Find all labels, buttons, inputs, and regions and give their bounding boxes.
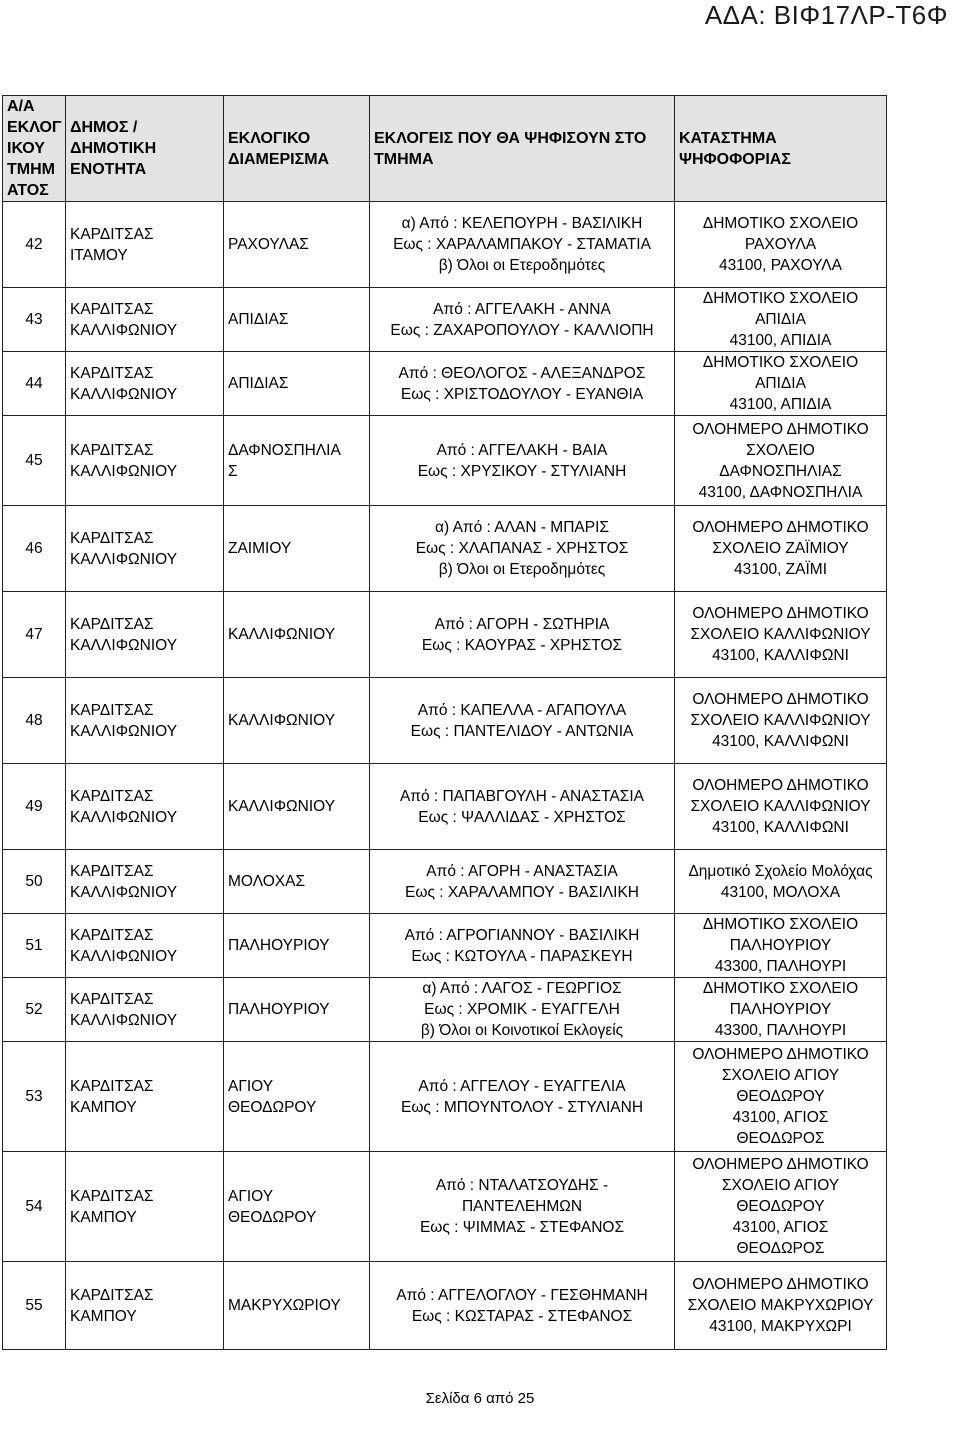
header-municipality: ΔΗΜΟΣ / ΔΗΜΟΤΙΚΗ ΕΝΟΤΗΤΑ xyxy=(66,96,224,202)
polling-place-cell: ΟΛΟΗΜΕΡΟ ΔΗΜΟΤΙΚΟ ΣΧΟΛΕΙΟ ΚΑΛΛΙΦΩΝΙΟΥ 43100, ΚΑΛΛΙΦΩΝΙ xyxy=(675,678,887,764)
municipality-cell: ΚΑΡΔΙΤΣΑΣ ΚΑΛΛΙΦΩΝΙΟΥ xyxy=(66,914,224,978)
voters-cell: Από : ΑΓΓΕΛΑΚΗ - ΑΝΝΑ Εως : ΖΑΧΑΡΟΠΟΥΛΟΥ - ΚΑΛΛΙΟΠΗ xyxy=(370,288,675,352)
polling-place-cell: ΟΛΟΗΜΕΡΟ ΔΗΜΟΤΙΚΟ ΣΧΟΛΕΙΟ ΖΑΪΜΙΟΥ 43100, ΖΑΪΜΙ xyxy=(675,506,887,592)
header-district: ΕΚΛΟΓΙΚΟ ΔΙΑΜΕΡΙΣΜΑ xyxy=(224,96,370,202)
voters-cell: Από : ΑΓΓΕΛΑΚΗ - ΒΑΙΑ Εως : ΧΡΥΣΙΚΟΥ - ΣΤΥΛΙΑΝΗ xyxy=(370,416,675,506)
district-cell: ΜΑΚΡΥΧΩΡΙΟΥ xyxy=(224,1262,370,1350)
row-number: 48 xyxy=(3,678,66,764)
district-cell: ΠΑΛΗΟΥΡΙΟΥ xyxy=(224,978,370,1042)
municipality-cell: ΚΑΡΔΙΤΣΑΣ ΚΑΜΠΟΥ xyxy=(66,1152,224,1262)
voters-cell: Από : ΑΓΡΟΓΙΑΝΝΟΥ - ΒΑΣΙΛΙΚΗ Εως : ΚΩΤΟΥΛΑ - ΠΑΡΑΣΚΕΥΗ xyxy=(370,914,675,978)
header-aa: Α/Α ΕΚΛΟΓ ΙΚΟΥ ΤΜΗΜ ΑΤΟΣ xyxy=(3,96,66,202)
document-id: ΑΔΑ: ΒΙΦ17ΛΡ-Τ6Φ xyxy=(704,0,948,30)
row-number: 44 xyxy=(3,352,66,416)
row-number: 45 xyxy=(3,416,66,506)
district-cell: ΡΑΧΟΥΛΑΣ xyxy=(224,202,370,288)
municipality-cell: ΚΑΡΔΙΤΣΑΣ ΚΑΛΛΙΦΩΝΙΟΥ xyxy=(66,850,224,914)
municipality-cell: ΚΑΡΔΙΤΣΑΣ ΚΑΛΛΙΦΩΝΙΟΥ xyxy=(66,978,224,1042)
row-number: 52 xyxy=(3,978,66,1042)
district-cell: ΚΑΛΛΙΦΩΝΙΟΥ xyxy=(224,678,370,764)
row-number: 49 xyxy=(3,764,66,850)
municipality-cell: ΚΑΡΔΙΤΣΑΣ ΚΑΛΛΙΦΩΝΙΟΥ xyxy=(66,764,224,850)
polling-place-cell: ΔΗΜΟΤΙΚΟ ΣΧΟΛΕΙΟ ΠΑΛΗΟΥΡΙΟΥ 43300, ΠΑΛΗΟΥΡΙ xyxy=(675,978,887,1042)
district-cell: ΑΓΙΟΥ ΘΕΟΔΩΡΟΥ xyxy=(224,1042,370,1152)
municipality-cell: ΚΑΡΔΙΤΣΑΣ ΚΑΛΛΙΦΩΝΙΟΥ xyxy=(66,678,224,764)
table-row xyxy=(3,678,887,764)
page-number: Σελίδα 6 από 25 xyxy=(425,1390,535,1407)
table-row xyxy=(3,592,887,678)
voters-cell: Από : ΘΕΟΛΟΓΟΣ - ΑΛΕΞΑΝΔΡΟΣ Εως : ΧΡΙΣΤΟΔΟΥΛΟΥ - ΕΥΑΝΘΙΑ xyxy=(370,352,675,416)
polling-place-cell: Δημοτικό Σχολείο Μολόχας 43100, ΜΟΛΟΧΑ xyxy=(675,850,887,914)
table-row xyxy=(3,506,887,592)
table-header-row xyxy=(3,96,887,202)
district-cell: ΜΟΛΟΧΑΣ xyxy=(224,850,370,914)
table-row xyxy=(3,1042,887,1152)
row-number: 42 xyxy=(3,202,66,288)
municipality-cell: ΚΑΡΔΙΤΣΑΣ ΚΑΛΛΙΦΩΝΙΟΥ xyxy=(66,416,224,506)
district-cell: ΖΑΙΜΙΟΥ xyxy=(224,506,370,592)
row-number: 43 xyxy=(3,288,66,352)
row-number: 47 xyxy=(3,592,66,678)
table-row xyxy=(3,352,887,416)
polling-place-cell: ΟΛΟΗΜΕΡΟ ΔΗΜΟΤΙΚΟ ΣΧΟΛΕΙΟ ΔΑΦΝΟΣΠΗΛΙΑΣ 43100, ΔΑΦΝΟΣΠΗΛΙΑ xyxy=(675,416,887,506)
polling-place-cell: ΟΛΟΗΜΕΡΟ ΔΗΜΟΤΙΚΟ ΣΧΟΛΕΙΟ ΑΓΙΟΥ ΘΕΟΔΩΡΟΥ 43100, ΑΓΙΟΣ ΘΕΟΔΩΡΟΣ xyxy=(675,1152,887,1262)
polling-place-cell: ΔΗΜΟΤΙΚΟ ΣΧΟΛΕΙΟ ΠΑΛΗΟΥΡΙΟΥ 43300, ΠΑΛΗΟΥΡΙ xyxy=(675,914,887,978)
polling-place-cell: ΔΗΜΟΤΙΚΟ ΣΧΟΛΕΙΟ ΡΑΧΟΥΛΑ 43100, ΡΑΧΟΥΛΑ xyxy=(675,202,887,288)
voters-cell: Από : ΑΓΟΡΗ - ΣΩΤΗΡΙΑ Εως : ΚΑΟΥΡΑΣ - ΧΡΗΣΤΟΣ xyxy=(370,592,675,678)
header-voters: ΕΚΛΟΓΕΙΣ ΠΟΥ ΘΑ ΨΗΦΙΣΟΥΝ ΣΤΟ ΤΜΗΜΑ xyxy=(370,96,675,202)
district-cell: ΑΠΙΔΙΑΣ xyxy=(224,352,370,416)
table-row xyxy=(3,1262,887,1350)
polling-place-cell: ΔΗΜΟΤΙΚΟ ΣΧΟΛΕΙΟ ΑΠΙΔΙΑ 43100, ΑΠΙΔΙΑ xyxy=(675,288,887,352)
table-row xyxy=(3,914,887,978)
table-row xyxy=(3,764,887,850)
polling-stations-table xyxy=(2,95,887,1350)
voters-cell: α) Από : ΚΕΛΕΠΟΥΡΗ - ΒΑΣΙΛΙΚΗ Εως : ΧΑΡΑΛΑΜΠΑΚΟΥ - ΣΤΑΜΑΤΙΑ β) Όλοι οι Ετεροδημότες xyxy=(370,202,675,288)
polling-place-cell: ΟΛΟΗΜΕΡΟ ΔΗΜΟΤΙΚΟ ΣΧΟΛΕΙΟ ΚΑΛΛΙΦΩΝΙΟΥ 43100, ΚΑΛΛΙΦΩΝΙ xyxy=(675,592,887,678)
table-row xyxy=(3,288,887,352)
row-number: 55 xyxy=(3,1262,66,1350)
municipality-cell: ΚΑΡΔΙΤΣΑΣ ΚΑΜΠΟΥ xyxy=(66,1042,224,1152)
district-cell: ΚΑΛΛΙΦΩΝΙΟΥ xyxy=(224,592,370,678)
polling-place-cell: ΟΛΟΗΜΕΡΟ ΔΗΜΟΤΙΚΟ ΣΧΟΛΕΙΟ ΑΓΙΟΥ ΘΕΟΔΩΡΟΥ 43100, ΑΓΙΟΣ ΘΕΟΔΩΡΟΣ xyxy=(675,1042,887,1152)
voters-cell: Από : ΑΓΟΡΗ - ΑΝΑΣΤΑΣΙΑ Εως : ΧΑΡΑΛΑΜΠΟΥ - ΒΑΣΙΛΙΚΗ xyxy=(370,850,675,914)
voters-cell: α) Από : ΛΑΓΟΣ - ΓΕΩΡΓΙΟΣ Εως : ΧΡΟΜΙΚ - ΕΥΑΓΓΕΛΗ β) Όλοι οι Κοινοτικοί Εκλογείς xyxy=(370,978,675,1042)
row-number: 53 xyxy=(3,1042,66,1152)
table-row xyxy=(3,978,887,1042)
municipality-cell: ΚΑΡΔΙΤΣΑΣ ΚΑΛΛΙΦΩΝΙΟΥ xyxy=(66,592,224,678)
polling-place-cell: ΔΗΜΟΤΙΚΟ ΣΧΟΛΕΙΟ ΑΠΙΔΙΑ 43100, ΑΠΙΔΙΑ xyxy=(675,352,887,416)
polling-place-cell: ΟΛΟΗΜΕΡΟ ΔΗΜΟΤΙΚΟ ΣΧΟΛΕΙΟ ΜΑΚΡΥΧΩΡΙΟΥ 43100, ΜΑΚΡΥΧΩΡΙ xyxy=(675,1262,887,1350)
voters-cell: α) Από : ΑΛΑΝ - ΜΠΑΡΙΣ Εως : ΧΛΑΠΑΝΑΣ - ΧΡΗΣΤΟΣ β) Όλοι οι Ετεροδημότες xyxy=(370,506,675,592)
voters-cell: Από : ΚΑΠΕΛΛΑ - ΑΓΑΠΟΥΛΑ Εως : ΠΑΝΤΕΛΙΔΟΥ - ΑΝΤΩΝΙΑ xyxy=(370,678,675,764)
district-cell: ΔΑΦΝΟΣΠΗΛΙΑ Σ xyxy=(224,416,370,506)
district-cell: ΑΠΙΔΙΑΣ xyxy=(224,288,370,352)
row-number: 54 xyxy=(3,1152,66,1262)
row-number: 50 xyxy=(3,850,66,914)
district-cell: ΠΑΛΗΟΥΡΙΟΥ xyxy=(224,914,370,978)
voters-cell: Από : ΝΤΑΛΑΤΣΟΥΔΗΣ - ΠΑΝΤΕΛΕΗΜΩΝ Εως : ΨΙΜΜΑΣ - ΣΤΕΦΑΝΟΣ xyxy=(370,1152,675,1262)
voters-cell: Από : ΑΓΓΕΛΟΓΛΟΥ - ΓΕΣΘΗΜΑΝΗ Εως : ΚΩΣΤΑΡΑΣ - ΣΤΕΦΑΝΟΣ xyxy=(370,1262,675,1350)
municipality-cell: ΚΑΡΔΙΤΣΑΣ ΚΑΜΠΟΥ xyxy=(66,1262,224,1350)
municipality-cell: ΚΑΡΔΙΤΣΑΣ ΚΑΛΛΙΦΩΝΙΟΥ xyxy=(66,352,224,416)
table-row xyxy=(3,416,887,506)
table-row xyxy=(3,1152,887,1262)
municipality-cell: ΚΑΡΔΙΤΣΑΣ ΙΤΑΜΟΥ xyxy=(66,202,224,288)
municipality-cell: ΚΑΡΔΙΤΣΑΣ ΚΑΛΛΙΦΩΝΙΟΥ xyxy=(66,506,224,592)
table-row xyxy=(3,202,887,288)
row-number: 46 xyxy=(3,506,66,592)
row-number: 51 xyxy=(3,914,66,978)
municipality-cell: ΚΑΡΔΙΤΣΑΣ ΚΑΛΛΙΦΩΝΙΟΥ xyxy=(66,288,224,352)
table-row xyxy=(3,850,887,914)
voters-cell: Από : ΠΑΠΑΒΓΟΥΛΗ - ΑΝΑΣΤΑΣΙΑ Εως : ΨΑΛΛΙΔΑΣ - ΧΡΗΣΤΟΣ xyxy=(370,764,675,850)
district-cell: ΚΑΛΛΙΦΩΝΙΟΥ xyxy=(224,764,370,850)
polling-place-cell: ΟΛΟΗΜΕΡΟ ΔΗΜΟΤΙΚΟ ΣΧΟΛΕΙΟ ΚΑΛΛΙΦΩΝΙΟΥ 43100, ΚΑΛΛΙΦΩΝΙ xyxy=(675,764,887,850)
header-place: ΚΑΤΑΣΤΗΜΑ ΨΗΦΟΦΟΡΙΑΣ xyxy=(675,96,887,202)
voters-cell: Από : ΑΓΓΕΛΟΥ - ΕΥΑΓΓΕΛΙΑ Εως : ΜΠΟΥΝΤΟΛΟΥ - ΣΤΥΛΙΑΝΗ xyxy=(370,1042,675,1152)
district-cell: ΑΓΙΟΥ ΘΕΟΔΩΡΟΥ xyxy=(224,1152,370,1262)
